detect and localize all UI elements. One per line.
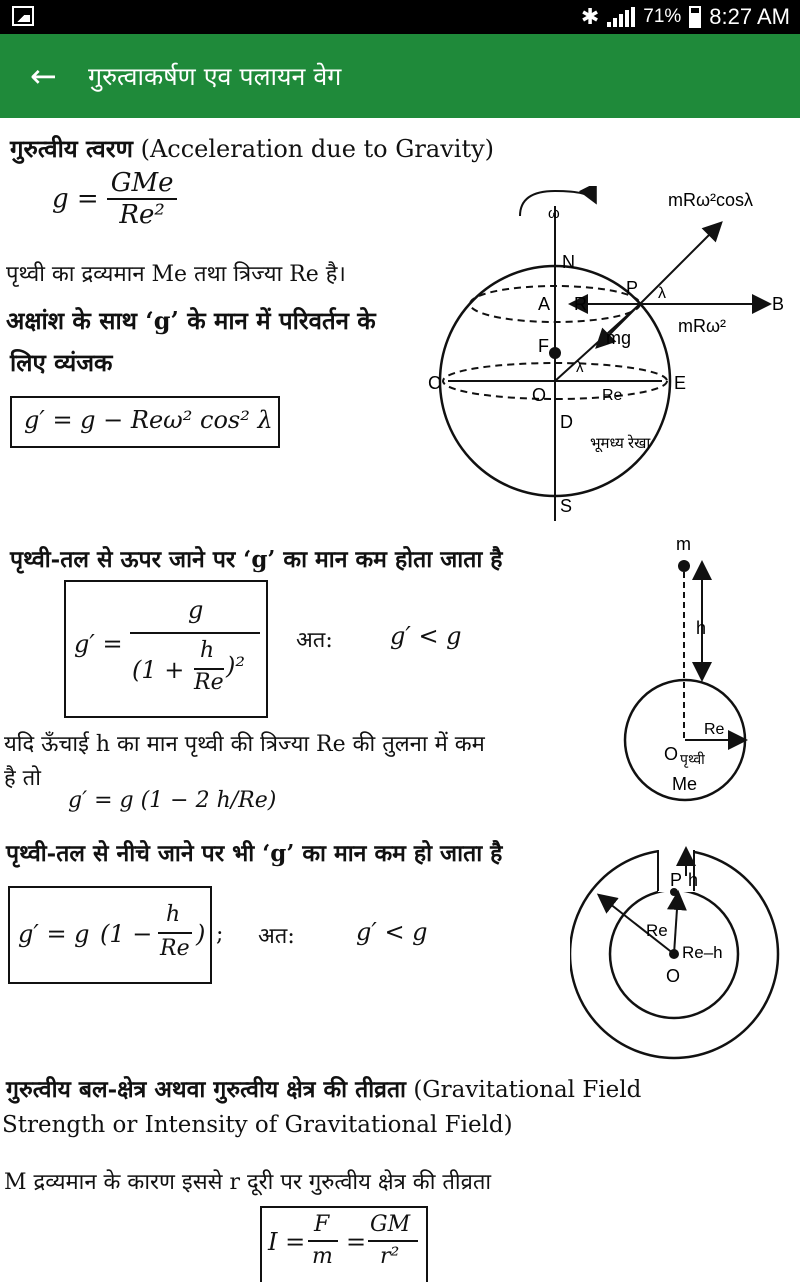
svg-text:D: D xyxy=(560,412,573,432)
svg-text:P: P xyxy=(670,870,683,890)
section-4-heading-cont: Strength or Intensity of Gravitational Field) xyxy=(2,1112,513,1138)
svg-text:पृथ्वी: पृथ्वी xyxy=(680,751,705,767)
svg-text:F: F xyxy=(538,336,549,356)
section-3-heading: पृथ्वी-तल से नीचे जाने पर भी ‘g’ का मान कम हो जाता है xyxy=(6,840,503,867)
svg-text:mg: mg xyxy=(606,328,632,348)
formula-g: g = $\frac{\text{GMe}}{\text{Re²}}$ xyxy=(52,168,177,230)
svg-text:Re: Re xyxy=(602,387,623,404)
svg-text:C: C xyxy=(428,373,441,393)
clock: 8:27 AM xyxy=(709,4,790,29)
signal-icon xyxy=(607,7,635,27)
svg-text:O: O xyxy=(664,744,679,764)
svg-text:भूमध्य रेखा: भूमध्य रेखा xyxy=(590,435,651,452)
section-4-heading: गुरुत्वीय बल-क्षेत्र अथवा गुरुत्वीय क्षेत्र की तीव्रता (Gravitational Field xyxy=(6,1076,642,1103)
section-1-heading: गुरुत्वीय त्वरण (Acceleration due to Gravity) xyxy=(10,134,495,163)
earth-latitude-diagram xyxy=(410,186,800,526)
svg-text:N: N xyxy=(562,252,575,272)
approx-formula: g′ = g (1 − 2 h/Re) xyxy=(68,788,277,813)
svg-text:Re: Re xyxy=(704,721,725,738)
battery-percent: 71% xyxy=(643,6,682,27)
page-title: गुरुत्वाकर्षण एव पलायन वेग xyxy=(88,62,342,91)
gallery-notification-icon xyxy=(12,6,34,26)
svg-text:A: A xyxy=(538,294,551,314)
mass-radius-line: पृथ्वी का द्रव्यमान Me तथा त्रिज्या Re है। xyxy=(6,262,346,287)
svg-text:B: B xyxy=(772,294,785,314)
svg-text:λ: λ xyxy=(658,285,666,302)
svg-text:m: m xyxy=(676,534,691,554)
boxed-formula-field: I = F m = GM r² xyxy=(260,1206,428,1282)
svg-text:R: R xyxy=(574,294,587,314)
bluetooth-icon: ✱ xyxy=(580,4,600,29)
condition-line-2: है तो xyxy=(4,766,41,791)
document-page: गुरुत्वीय त्वरण (Acceleration due to Gravity) g = $\frac{\text{GMe}}{\text{Re²}}$ पृथ्वी का द्रव्यमान Me तथा त्रिज्या Re है। अक्षांश के साथ ‘g’ के मान में परिवर्तन के लिए व्यंजक g′ = g − Reω² cos² λ ω mRω²cosλ N P λ B A R mRω² F mg C O λ E Re D भूमध्य रेखा S पृथ्वी-तल से ऊपर जाने पर ‘g’ का मान कम होता जाता है g′ = g (1 + h Re )² अत: g′ < g यदि ऊँचाई h का मान पृथ्वी की त्रिज्या Re की तुलना में कम है तो g′ = g (1 − 2 h/Re) m h Re O पृथ्वी Me पृथ्वी-तल से नीचे जाने पर भी ‘g’ का मान कम हो जाता है g′ = g (1 − h Re ) ; अत: g′ < g P h Re Re–h O गुरुत्वीय बल-क्षेत्र अथवा गुरुत्वीय क्षेत्र की तीव्रता (Gravitational Field Strength or Intensity of Gravitational Field) M द्रव्यमान के कारण इससे r दूरी पर गुरुत्वीय क्षेत्र की तीव्रता I = F m = GM r² xyxy=(0,118,800,1280)
svg-text:λ: λ xyxy=(576,359,584,376)
svg-text:Re–h: Re–h xyxy=(682,943,723,962)
centrifugal-label: mRω²cosλ xyxy=(668,190,754,210)
svg-text:O: O xyxy=(532,385,547,405)
svg-text:P: P xyxy=(626,278,639,298)
status-bar xyxy=(0,0,800,34)
svg-text:h: h xyxy=(696,618,707,638)
boxed-formula-latitude: g′ = g − Reω² cos² λ xyxy=(10,396,280,448)
section-2-heading: पृथ्वी-तल से ऊपर जाने पर ‘g’ का मान कम होता जाता है xyxy=(10,546,503,573)
depth-below-earth-diagram xyxy=(570,836,790,1066)
omega-label: ω xyxy=(548,205,560,222)
app-bar xyxy=(0,34,800,118)
latitude-heading-line-2: लिए व्यंजक xyxy=(10,348,113,377)
svg-text:h: h xyxy=(688,870,699,890)
back-arrow-icon[interactable]: ← xyxy=(30,57,57,95)
battery-icon xyxy=(689,6,701,28)
boxed-formula-height: g′ = g (1 + h Re )² xyxy=(64,580,268,718)
height-above-earth-diagram xyxy=(620,528,800,808)
svg-text:Me: Me xyxy=(672,774,698,794)
condition-line-1: यदि ऊँचाई h का मान पृथ्वी की त्रिज्या Re की तुलना में कम xyxy=(4,732,485,757)
latitude-heading-line-1: अक्षांश के साथ ‘g’ के मान में परिवर्तन के xyxy=(6,306,376,335)
svg-text:mRω²: mRω² xyxy=(678,316,727,336)
svg-text:S: S xyxy=(560,496,573,516)
svg-text:Re: Re xyxy=(646,921,668,940)
svg-text:O: O xyxy=(666,966,681,986)
field-intensity-line: M द्रव्यमान के कारण इससे r दूरी पर गुरुत्वीय क्षेत्र की तीव्रता xyxy=(4,1170,492,1195)
svg-text:E: E xyxy=(674,373,687,393)
boxed-formula-depth: g′ = g (1 − h Re ) xyxy=(8,886,212,984)
